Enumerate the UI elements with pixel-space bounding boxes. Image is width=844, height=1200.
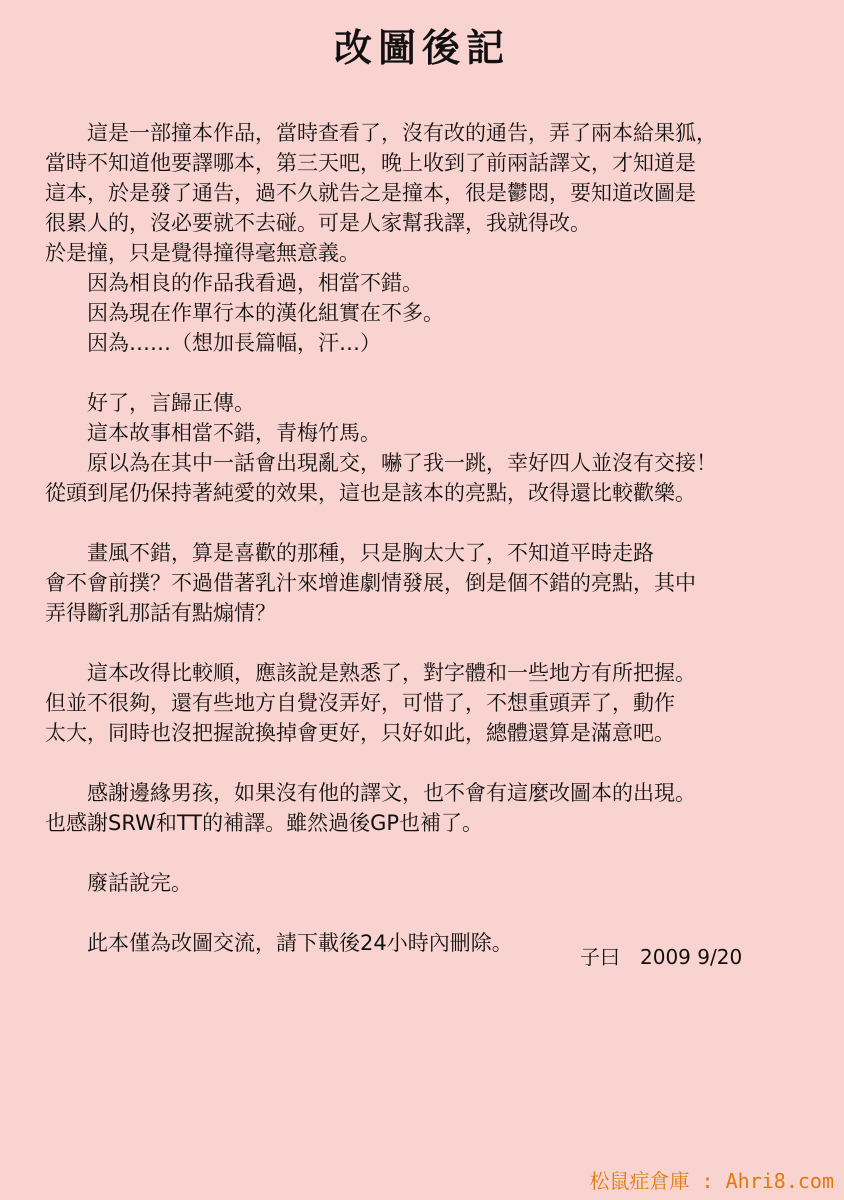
paragraph xyxy=(45,388,805,508)
signature-date: 子曰 2009 9/20 xyxy=(580,945,743,969)
text-line: 畫風不錯，算是喜歡的那種，只是胸太大了，不知道平時走路 xyxy=(45,541,654,565)
text-line: 會不會前撲？不過借著乳汁來增進劇情發展，倒是個不錯的亮點，其中 xyxy=(45,571,696,595)
paragraph-gap xyxy=(45,898,805,928)
text-line: 這是一部撞本作品，當時查看了，沒有改的通告，弄了兩本給果狐， xyxy=(45,121,717,145)
paragraph xyxy=(45,538,805,628)
text-line: 感謝邊緣男孩，如果沒有他的譯文，也不會有這麼改圖本的出現。 xyxy=(45,781,696,805)
text-line: 因為現在作單行本的漢化組實在不多。 xyxy=(45,301,444,325)
afterword-body xyxy=(45,118,805,958)
text-line: 於是撞，只是覺得撞得毫無意義。 xyxy=(45,241,360,265)
text-line: 很累人的，沒必要就不去碰。可是人家幫我譯，我就得改。 xyxy=(45,211,591,235)
paragraph xyxy=(45,778,805,838)
text-line: 但並不很夠，還有些地方自覺沒弄好，可惜了，不想重頭弄了，動作 xyxy=(45,691,675,715)
paragraph-gap xyxy=(45,748,805,778)
paragraph xyxy=(45,118,805,358)
paragraph-gap xyxy=(45,508,805,538)
text-line: 此本僅為改圖交流，請下載後24小時內刪除。 xyxy=(45,931,513,955)
page-title: 改圖後記 xyxy=(333,26,510,70)
paragraph-gap xyxy=(45,628,805,658)
paragraph-gap xyxy=(45,358,805,388)
text-line: 因為相良的作品我看過，相當不錯。 xyxy=(45,271,423,295)
site-watermark: 松鼠症倉庫 : Ahri8.com xyxy=(589,1169,834,1193)
text-line: 弄得斷乳那話有點煽情？ xyxy=(45,601,276,625)
paragraph xyxy=(45,868,805,898)
text-line: 當時不知道他要譯哪本，第三天吧，晚上收到了前兩話譯文，才知道是 xyxy=(45,151,696,175)
text-line: 從頭到尾仍保持著純愛的效果，這也是該本的亮點，改得還比較歡樂。 xyxy=(45,481,696,505)
text-line: 好了，言歸正傳。 xyxy=(45,391,255,415)
text-line: 也感謝SRW和TT的補譯。雖然過後GP也補了。 xyxy=(45,811,484,835)
paragraph xyxy=(45,658,805,748)
text-line: 太大，同時也沒把握說換掉會更好，只好如此，總體還算是滿意吧。 xyxy=(45,721,675,745)
text-line: 這本改得比較順，應該說是熟悉了，對字體和一些地方有所把握。 xyxy=(45,661,696,685)
paragraph-gap xyxy=(45,838,805,868)
text-line: 因為……（想加長篇幅，汗…） xyxy=(45,331,381,355)
text-line: 原以為在其中一話會出現亂交，嚇了我一跳，幸好四人並沒有交接！ xyxy=(45,451,717,475)
text-line: 廢話說完。 xyxy=(45,871,192,895)
text-line: 這本故事相當不錯，青梅竹馬。 xyxy=(45,421,381,445)
text-line: 這本，於是發了通告，過不久就告之是撞本，很是鬱悶，要知道改圖是 xyxy=(45,181,696,205)
